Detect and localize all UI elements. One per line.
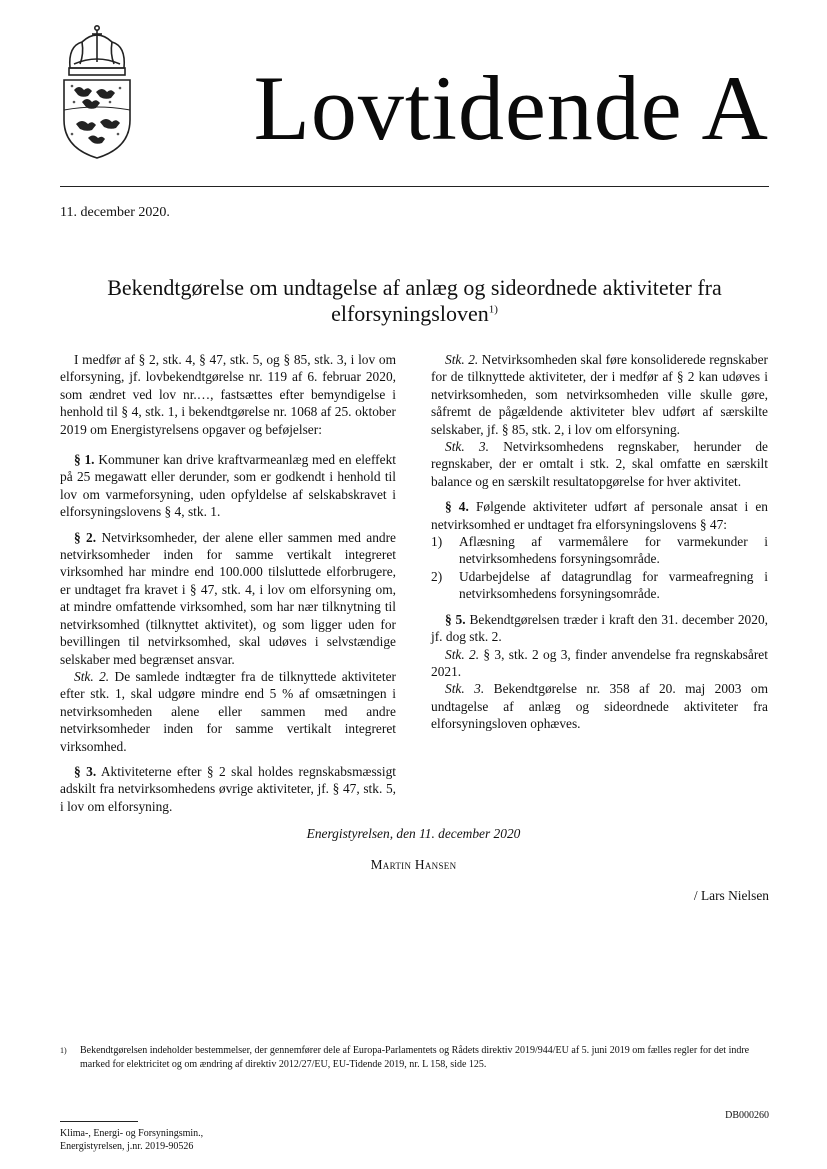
coat-of-arms-icon bbox=[52, 24, 142, 164]
section-5-stk-2-text: § 3, stk. 2 og 3, finder anvendelse fra regnskabsåret 2021. bbox=[431, 646, 768, 679]
section-2-stk-2-text: De samlede indtægter fra de tilknyttede aktiviteter efter stk. 1, skal udgøre mindre end 5 % af omsætningen i netvirksomheden alene eller sammen med andre netvirksomheder inden for samme vertikalt integreret virksomhed. bbox=[60, 668, 396, 754]
preamble: I medfør af § 2, stk. 4, § 47, stk. 5, og § 85, stk. 3, i lov om elforsyning, jf. lovbekendtgørelse nr. 119 af 6. februar 2020, som ændret ved lov nr.…, fastsættes efter bemyndigelse i henhold til § 4, stk. 1, i bekendtgørelse nr. 1068 af 25. oktober 2019 om Energistyrelsens opgaver og beføjelser: bbox=[60, 352, 396, 437]
section-3 bbox=[60, 763, 396, 815]
list-item bbox=[431, 533, 768, 568]
ministry-line-1: Klima-, Energi- og Forsyningsmin., bbox=[60, 1128, 204, 1139]
right-column bbox=[431, 351, 768, 733]
section-2 bbox=[60, 529, 396, 668]
masthead-title: Lovtidende A bbox=[253, 57, 769, 159]
section-3-stk-2 bbox=[431, 351, 768, 438]
section-5-stk-3-text: Bekendtgørelse nr. 358 af 20. maj 2003 om undtagelse af anlæg og sideordnede aktiviteter fra elforsyningsloven ophæves. bbox=[431, 681, 768, 732]
section-3-text: Aktiviteterne efter § 2 skal holdes regnskabsmæssigt adskilt fra netvirksomhedens øvrige aktiviteter, jf. § 47, stk. 5, i lov om elforsyning. bbox=[60, 763, 397, 814]
section-5-stk-3-label: Stk. 3. bbox=[445, 681, 485, 697]
section-5-label: § 5. bbox=[445, 611, 466, 627]
signature-place-date: Energistyrelsen, den 11. december 2020 bbox=[306, 826, 521, 841]
section-1-label: § 1. bbox=[74, 452, 95, 468]
section-5-text: Bekendtgørelsen træder i kraft den 31. december 2020, jf. dog stk. 2. bbox=[431, 611, 768, 645]
list-item-number: 1) bbox=[431, 534, 443, 550]
section-4 bbox=[431, 498, 768, 533]
footnote-text: Bekendtgørelsen indeholder bestemmelser, der gennemfører dele af Europa-Parlamentets og Rådets direktiv 2019/944/EU af 5. juni 2019 om fælles regler for det indre marked for elektricitet og om ændring af direktiv 2012/27/EU, EU-Tidende 2019, nr. L 158, side 125. bbox=[80, 1045, 750, 1070]
title-footnote-mark[interactable]: 1) bbox=[488, 303, 498, 316]
header-divider bbox=[60, 186, 769, 187]
section-2-stk-2 bbox=[60, 668, 396, 755]
list-item bbox=[431, 568, 768, 603]
title-line-1: Bekendtgørelse om undtagelse af anlæg og sideordnede aktiviteter fra bbox=[107, 275, 722, 300]
section-2-label: § 2. bbox=[74, 529, 97, 545]
section-5 bbox=[431, 611, 768, 646]
section-5-stk-2-label: Stk. 2. bbox=[445, 646, 480, 662]
document-title bbox=[60, 275, 769, 327]
section-3-stk-2-label: Stk. 2. bbox=[445, 352, 479, 367]
publication-date: 11. december 2020. bbox=[60, 205, 170, 220]
list-item-text: Udarbejdelse af datagrundlag for varmeafregning i netvirksomhedens forsyningsområde. bbox=[459, 568, 768, 602]
list-item-number: 2) bbox=[431, 568, 443, 584]
title-line-2: elforsyningsloven bbox=[331, 301, 489, 326]
section-4-label: § 4. bbox=[445, 499, 469, 515]
ministry-reference bbox=[60, 1127, 203, 1153]
section-3-stk-3 bbox=[431, 438, 768, 490]
footnote-mark: 1) bbox=[60, 1046, 67, 1055]
section-2-text: Netvirksomheder, der alene eller sammen med andre netvirksomheder inden for samme vertikalt integreret virksomhed har mindre end 100.000 tilsluttede elforbrugere, er undtaget fra kravet i § 47, stk. 4, i lov om elforsyning om, at mindre omfattende virksomhed, som har nær tilknytning til netvirksomhed (tilknyttet aktivitet), og som ligger uden for bevillingen til netvirksomhed, skal udøves i selvstændige selskaber med begrænset ansvar. bbox=[60, 529, 396, 667]
footnote bbox=[60, 1044, 769, 1072]
section-3-stk-2-text: Netvirksomheden skal føre konsoliderede regnskaber for de tilknyttede aktiviteter, der i medfør af § 2 kan udøves i netvirksomheden, som netvirksomheden ville skulle gøre, såfremt de pågældende aktiviteter blev udført af særskilte selskaber, jf. § 85, stk. 2, i lov om elforsyning. bbox=[431, 352, 768, 437]
section-5-stk-2 bbox=[431, 646, 768, 681]
section-3-label: § 3. bbox=[74, 763, 97, 779]
signature-official: / Lars Nielsen bbox=[693, 888, 769, 903]
section-2-stk-2-label: Stk. 2. bbox=[74, 668, 110, 684]
list-item-text: Aflæsning af varmemålere for varmekunder i netvirksomhedens forsyningsområde. bbox=[459, 534, 768, 567]
section-4-text: Følgende aktiviteter udført af personale ansat i en netvirksomhed er undtaget fra elforsyningslovens § 47: bbox=[431, 499, 768, 532]
signature-minister: Martin Hansen bbox=[370, 857, 457, 872]
left-column bbox=[60, 351, 396, 815]
section-1 bbox=[60, 451, 396, 521]
section-5-stk-3 bbox=[431, 680, 768, 732]
section-3-stk-3-label: Stk. 3. bbox=[445, 439, 489, 455]
document-code: DB000260 bbox=[725, 1110, 769, 1121]
section-1-text: Kommuner kan drive kraftvarmeanlæg med en eleffekt på 25 megawatt eller derunder, som er godkendt i henhold til lov om varmeforsyning, uden opfyldelse af selskabskravet i elforsyningslovens § 4, stk. 1. bbox=[60, 452, 396, 520]
ministry-line-2: Energistyrelsen, j.nr. 2019-90526 bbox=[60, 1141, 194, 1152]
section-3-stk-3-text: Netvirksomhedens regnskaber, herunder de regnskaber, der er omtalt i stk. 2, skal omfatte en særskilt balance og en særskilt resultatopgørelse for hver aktivitet. bbox=[431, 439, 768, 489]
footer-divider bbox=[60, 1121, 138, 1122]
